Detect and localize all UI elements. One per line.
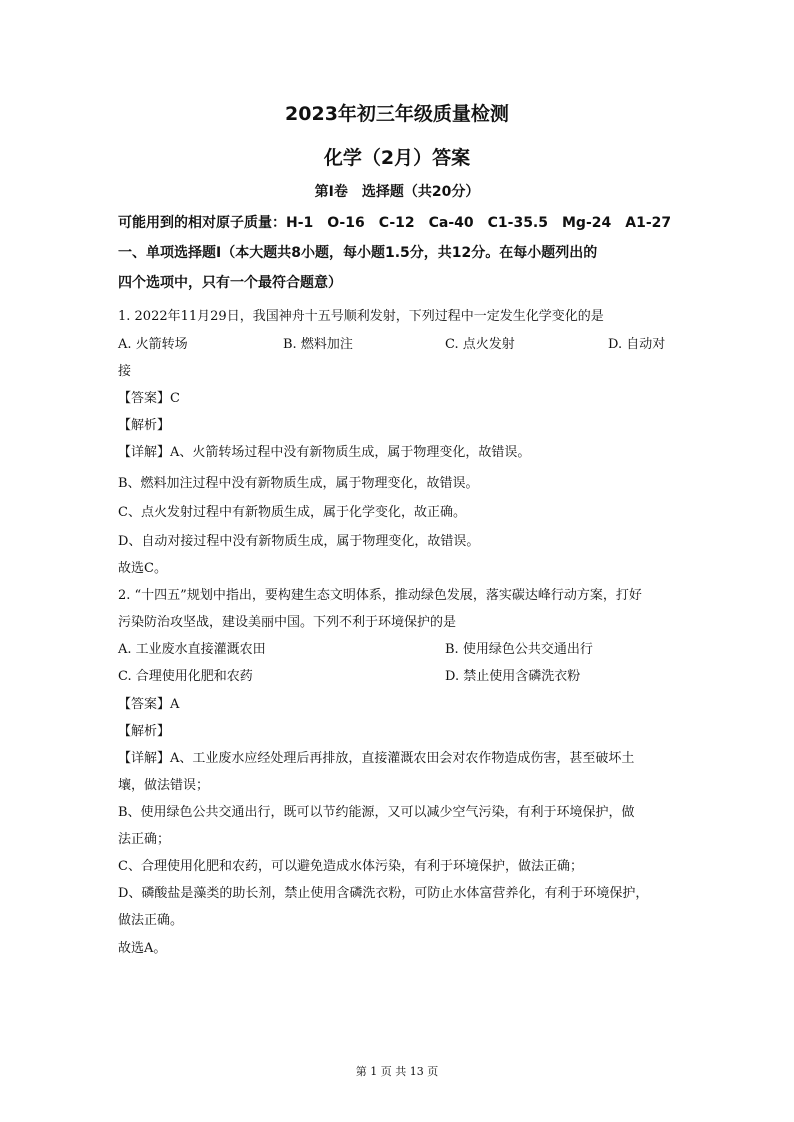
question-1-detail-a: 【详解】A、火箭转场过程中没有新物质生成，属于物理变化，故错误。 [118,445,531,460]
question-2-stem-line-2: 污染防治攻坚战，建设美丽中国。下列不利于环境保护的是 [118,615,457,630]
atomic-masses: 可能用到的相对原子质量：H-1 O-16 C-12 Ca-40 C1-35.5 Mg-24 A1-27 [118,215,672,231]
question-1-option-a: A. 火箭转场 [118,337,188,352]
question-2-detail-line-2: 壤，做法错误； [118,778,210,793]
question-1-detail-b: B、燃料加注过程中没有新物质生成，属于物理变化，故错误。 [118,476,479,491]
question-1-analysis: 【解析】 [118,418,171,433]
question-1-option-wrap: 接 [118,364,132,379]
question-2-detail-line-4: 法正确； [118,832,171,847]
question-1-detail-d: D、自动对接过程中没有新物质生成，属于物理变化，故错误。 [118,534,480,549]
question-2-analysis: 【解析】 [118,724,171,739]
question-1-detail-c: C、点火发射过程中有新物质生成，属于化学变化，故正确。 [118,505,466,520]
question-2-detail-line-6: D、磷酸盐是藻类的助长剂，禁止使用含磷洗衣粉，可防止水体富营养化，有利于环境保护， [118,886,649,901]
part-heading-line-1: 一、单项选择题I（本大题共8小题，每小题1.5分，共12分。在每小题列出的 [118,245,598,261]
section-heading: 第I卷 选择题（共20分） [314,184,480,200]
question-2-detail-line-3: B、使用绿色公共交通出行，既可以节约能源，又可以减少空气污染，有利于环境保护，做 [118,805,635,820]
question-2-detail-line-7: 做法正确。 [118,913,184,928]
page-footer: 第 1 页 共 13 页 [355,1065,439,1078]
question-2-detail-line-5: C、合理使用化肥和农药，可以避免造成水体污染，有利于环境保护，做法正确； [118,859,583,874]
question-2-option-a: A. 工业废水直接灌溉农田 [118,642,266,657]
question-2-stem-line-1: 2. “十四五”规划中指出，要构建生态文明体系，推动绿色发展，落实碳达峰行动方案，打好 [118,588,642,603]
question-1-conclusion: 故选C。 [118,561,167,576]
page-subtitle: 化学（2月）答案 [323,147,471,169]
question-2-option-b: B. 使用绿色公共交通出行 [445,642,593,657]
question-1-option-c: C. 点火发射 [445,337,515,352]
question-2-option-d: D. 禁止使用含磷洗衣粉 [445,669,581,684]
page-title: 2023年初三年级质量检测 [285,103,509,125]
question-1-stem: 1. 2022年11月29日，我国神舟十五号顺利发射，下列过程中一定发生化学变化的是 [118,309,604,324]
question-2-conclusion: 故选A。 [118,941,167,956]
question-1-answer: 【答案】C [118,391,180,406]
question-2-answer: 【答案】A [118,697,180,712]
question-2-detail-line-1: 【详解】A、工业废水应经处理后再排放，直接灌溉农田会对农作物造成伤害，甚至破坏土 [118,751,635,766]
question-1-option-d: D. 自动对 [608,337,666,352]
part-heading-line-2: 四个选项中，只有一个最符合题意） [118,275,342,291]
question-1-option-b: B. 燃料加注 [283,337,353,352]
question-2-option-c: C. 合理使用化肥和农药 [118,669,253,684]
